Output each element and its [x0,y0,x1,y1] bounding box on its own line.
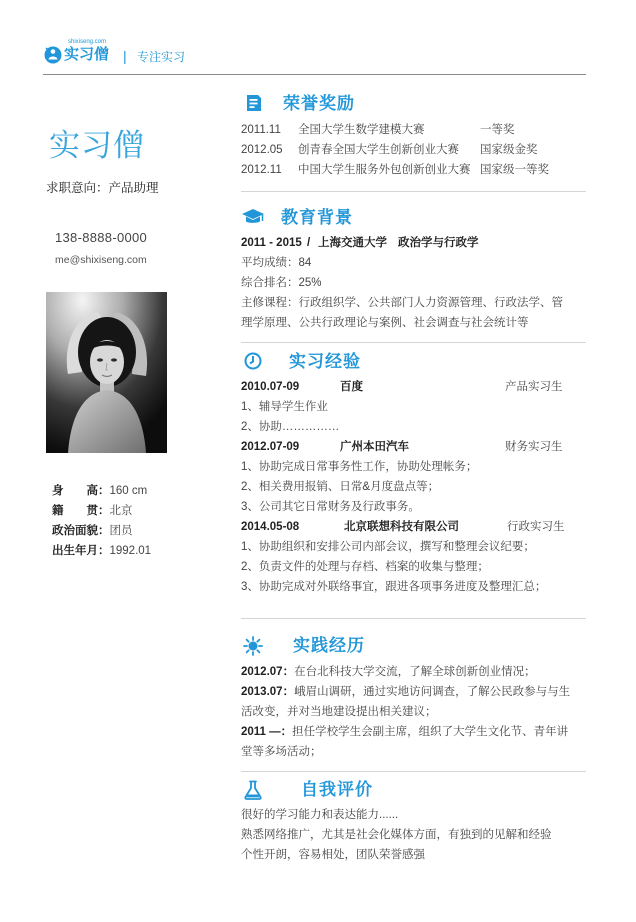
section-divider [241,342,586,343]
job-header [241,517,586,537]
detail-value: 北京 [109,505,133,517]
detail-label: 出生年月： [52,545,110,557]
job-duty: 1、协助完成日常事务性工作，协助处理帐务； [241,461,478,473]
education-line: 主修课程：行政组织学、公共部门人力资源管理、行政法学、管 [241,297,563,309]
education-title: 教育背景 [281,208,353,227]
job-duty: 1、协助组织和安排公司内部会议，撰写和整理会议纪要； [241,541,535,553]
practice-list [241,662,586,762]
honor-row [241,120,586,140]
education-summary [241,233,586,253]
profile-photo [46,292,167,453]
honors-list [241,120,586,180]
education-line: 综合排名：25% [241,277,322,289]
honor-row [241,160,586,180]
practice-item [241,722,586,742]
detail-row-political-status [52,521,202,541]
self-evaluation-section-header [241,779,586,801]
flask-icon [243,780,263,805]
job-duty: 2、负责文件的处理与存档、档案的收集与整理； [241,561,489,573]
self-evaluation-title: 自我评价 [301,780,373,799]
section-divider [241,771,586,772]
job-header [241,437,586,457]
practice-date: 2013.07： [241,686,295,698]
email-address: me@shixiseng.com [55,254,147,266]
honor-date: 2012.05 [241,144,283,156]
logo-domain: shixiseng.com [68,39,107,45]
education-major: 政治学与行政学 [398,237,479,249]
self-evaluation-body [241,805,586,865]
self-evaluation-line: 个性开朗，容易相处，团队荣誉感强 [241,849,425,861]
job-company: 百度 [340,381,363,393]
job-duty: 3、协助完成对外联络事宜，跟进各项事务进度及整理汇总； [241,581,547,593]
internship-title: 实习经验 [289,352,361,371]
job-company: 广州本田汽车 [340,441,409,453]
practice-date: 2011 —： [241,726,293,738]
job-role: 财务实习生 [505,441,563,453]
honor-level: 国家级金奖 [480,144,538,156]
education-body [241,233,586,333]
logo-text: 实习僧 [64,46,110,63]
section-divider [241,191,586,192]
document-list-icon [245,94,263,117]
header-divider [43,74,586,75]
self-evaluation-line: 很好的学习能力和表达能力...... [241,809,399,821]
job-duty: 3、公司其它日常财务及行政事务。 [241,501,420,513]
practice-text-continued: 堂等多场活动； [241,746,322,758]
honor-date: 2011.11 [241,124,281,136]
detail-label: 身 高： [52,485,110,497]
education-line: 理学原理、公共行政理论与案例、社会调查与社会统计等 [241,317,529,329]
honors-section-header [241,93,586,115]
practice-text-continued: 活改变，并对当地建设提出相关建议； [241,706,437,718]
job-duty: 1、辅导学生作业 [241,401,328,413]
job-company: 北京联想科技有限公司 [344,521,459,533]
detail-row-birth [52,541,202,561]
practice-item [241,682,586,702]
practice-date: 2012.07： [241,666,295,678]
job-duty: 2、相关费用报销、日常&月度盘点等； [241,481,440,493]
practice-text: 峨眉山调研，通过实地访问调查，了解公民政参与与生 [294,686,571,698]
detail-label: 籍 贯： [52,505,110,517]
practice-title: 实践经历 [293,636,365,655]
header-separator: | [123,48,127,64]
honor-name: 全国大学生数学建模大赛 [298,124,425,136]
detail-label: 政治面貌： [52,525,110,537]
honor-name: 中国大学生服务外包创新创业大赛 [298,164,471,176]
phone-number: 138-8888-0000 [55,230,148,245]
education-section-header [241,207,586,229]
detail-row-height [52,481,202,501]
candidate-name: 实习僧 [49,128,145,163]
section-divider [241,618,586,619]
personal-details [52,481,202,561]
job-header [241,377,586,397]
practice-text: 担任学校学生会副主席，组织了大学生文化节、青年讲 [292,726,569,738]
honor-date: 2012.11 [241,164,282,176]
detail-value: 团员 [109,525,133,537]
job-objective: 求职意向：产品助理 [46,181,159,195]
shixiseng-logo-icon [43,44,63,64]
practice-item [241,662,586,682]
practice-section-header [241,635,586,657]
clock-icon [244,352,262,375]
job-period: 2010.07-09 [241,381,300,393]
honors-title: 荣誉奖励 [283,94,355,113]
detail-value: 1992.01 [109,545,152,557]
practice-text: 在台北科技大学交流，了解全球创新创业情况； [294,666,536,678]
education-separator: / [307,237,311,249]
honor-row [241,140,586,160]
honor-level: 一等奖 [480,124,515,136]
sun-burst-icon [243,636,263,661]
self-evaluation-line: 熟悉网络推广，尤其是社会化媒体方面，有独到的见解和经验 [241,829,552,841]
internship-list [241,377,586,597]
job-role: 产品实习生 [505,381,563,393]
job-period: 2014.05-08 [241,521,300,533]
header-slogan: 专注实习 [137,50,186,64]
job-period: 2012.07-09 [241,441,300,453]
education-line: 平均成绩：84 [241,257,312,269]
job-role: 行政实习生 [507,521,565,533]
honor-name: 创青春全国大学生创新创业大赛 [298,144,459,156]
education-period: 2011 - 2015 [241,237,302,249]
graduation-cap-icon [241,208,265,231]
internship-section-header [241,351,586,373]
honor-level: 国家级一等奖 [480,164,549,176]
job-duty: 2、协助…………… [241,421,340,433]
detail-value: 160 cm [109,485,148,497]
education-school: 上海交通大学 [318,237,387,249]
detail-row-hometown [52,501,202,521]
